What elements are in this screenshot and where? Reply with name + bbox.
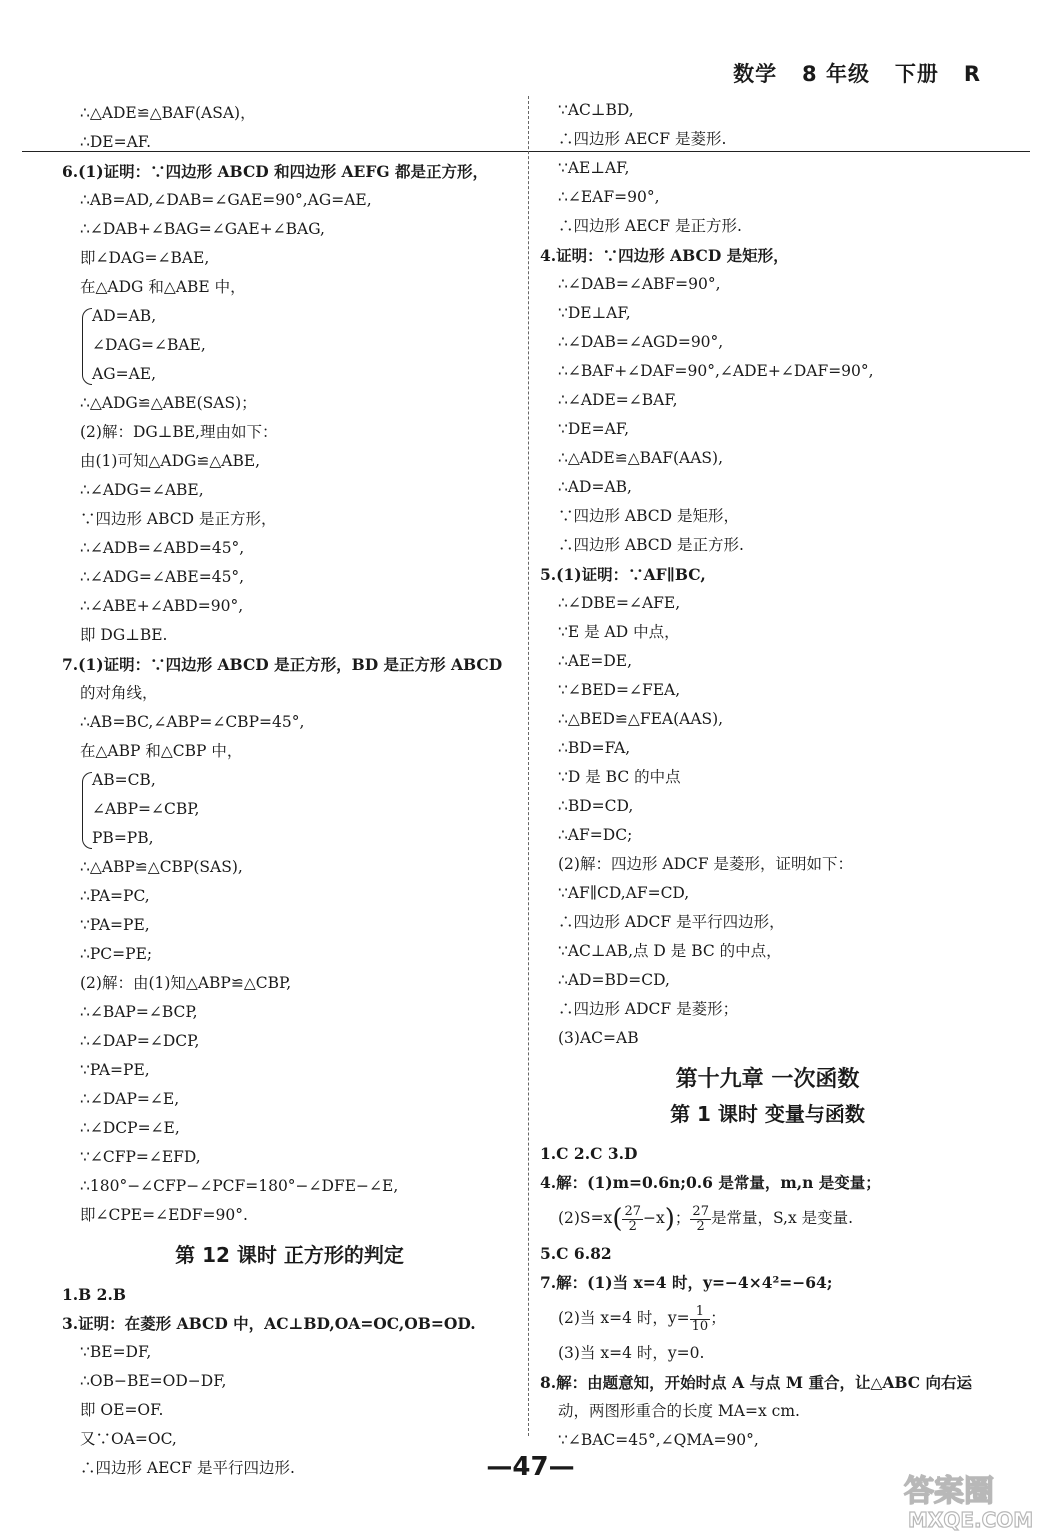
- formula-line: [540, 1297, 995, 1339]
- formula-line: [540, 1197, 995, 1239]
- text-line: ∴∠ABE+∠ABD=90°,: [80, 597, 244, 615]
- text-line: ∴AE=DE,: [558, 652, 633, 670]
- text-line: 由(1)可知△ADG≌△ABE,: [80, 452, 261, 470]
- text-line: ∴△ADE≌△BAF(AAS),: [558, 449, 723, 467]
- formula-text: −x: [643, 1209, 665, 1227]
- page-header-title: 数学 8 年级 下册 R: [733, 62, 981, 86]
- text-line: ∴∠DAP=∠E,: [80, 1090, 180, 1108]
- text-line: ∵∠CFP=∠EFD,: [80, 1148, 201, 1166]
- text-line: ∴∠ADE=∠BAF,: [558, 391, 678, 409]
- text-line: ∵DE=AF,: [558, 420, 630, 438]
- text-line: ∴BD=CD,: [558, 797, 634, 815]
- equation-system: [62, 766, 517, 853]
- text-line: ∴∠DCP=∠E,: [80, 1119, 180, 1137]
- fraction-denominator: 2: [696, 1218, 705, 1234]
- fraction: [690, 1305, 711, 1334]
- text-line: ∵四边形 ABCD 是正方形，: [80, 510, 277, 528]
- lesson-12-title: 第 12 课时 正方形的判定: [175, 1243, 404, 1267]
- text-line: 即 OE=OF.: [80, 1401, 164, 1419]
- text-line: ∴∠DAB=∠AGD=90°,: [558, 333, 724, 351]
- problem-4-heading: 4.证明：∵四边形 ABCD 是矩形，: [540, 246, 789, 265]
- answers-1-2: 1.B 2.B: [62, 1285, 126, 1304]
- text-line: ∵AF∥CD,AF=CD,: [558, 884, 690, 902]
- text-line: 即 DG⊥BE.: [80, 626, 168, 644]
- text-line: ∵PA=PE,: [80, 916, 150, 934]
- fraction: [690, 1205, 711, 1234]
- text-line: ∴∠DBE=∠AFE,: [558, 594, 681, 612]
- text-line: ∵D 是 BC 的中点: [558, 768, 681, 786]
- text-line: ∵∠BED=∠FEA,: [558, 681, 681, 699]
- fraction-numerator: 27: [692, 1203, 709, 1219]
- text-line: (2)解：四边形 ADCF 是菱形，证明如下：: [558, 855, 854, 873]
- equation-system: [62, 302, 517, 389]
- watermark-top-text: 答案圈: [904, 1474, 994, 1509]
- problem-6-heading: 6.(1)证明：∵四边形 ABCD 和四边形 AEFG 都是正方形，: [62, 162, 488, 181]
- text-line: ∴四边形 ABCD 是正方形.: [558, 536, 744, 554]
- watermark-logo: [898, 1467, 1048, 1531]
- text-line: ∴四边形 AECF 是正方形.: [558, 217, 742, 235]
- text-line: PB=PB,: [92, 829, 154, 847]
- text-line: (2)解：由(1)知△ABP≌△CBP,: [80, 974, 292, 992]
- fraction: [622, 1205, 643, 1234]
- watermark-bottom-text: MXQE.COM: [908, 1508, 1034, 1531]
- text-line: AB=CB,: [92, 771, 156, 789]
- problem-7-answer: 7.解：(1)当 x=4 时，y=−4×4²=−64;: [540, 1273, 833, 1292]
- right-column: [540, 96, 995, 1455]
- text-line: AG=AE,: [92, 365, 156, 383]
- text-line: 在△ADG 和△ABE 中，: [80, 278, 246, 296]
- formula-text: (2)S=x: [558, 1209, 613, 1227]
- text-line: ∴∠DAP=∠DCP,: [80, 1032, 200, 1050]
- formula-text: (2)当 x=4 时，y=: [558, 1309, 690, 1327]
- text-line: ∴∠ADG=∠ABE,: [80, 481, 204, 499]
- text-line: ∠ABP=∠CBP,: [92, 800, 200, 818]
- text-line: ∴∠DAB+∠BAG=∠GAE+∠BAG,: [80, 220, 325, 238]
- text-line: ∴∠ADB=∠ABD=45°,: [80, 539, 245, 557]
- text-line: ∴四边形 ADCF 是菱形；: [558, 1000, 739, 1018]
- paren-open: (: [612, 1204, 623, 1234]
- text-line: ∴△BED≌△FEA(AAS),: [558, 710, 724, 728]
- text-line: ∴∠EAF=90°,: [558, 188, 660, 206]
- fraction-denominator: 2: [628, 1218, 637, 1234]
- fraction-denominator: 10: [691, 1318, 709, 1334]
- text-line: ∴AB=BC,∠ABP=∠CBP=45°,: [80, 713, 305, 731]
- text-line: ∴PA=PC,: [80, 887, 150, 905]
- text-line: ∵E 是 AD 中点，: [558, 623, 680, 641]
- text-line: ∵四边形 ABCD 是矩形，: [558, 507, 740, 525]
- text-line: ∴BD=FA,: [558, 739, 631, 757]
- text-line: (2)解：DG⊥BE,理由如下：: [80, 423, 278, 441]
- problem-8-heading: 8.解：由题意知，开始时点 A 与点 M 重合，让△ABC 向右运: [540, 1373, 973, 1392]
- fraction-numerator: 1: [690, 1305, 711, 1320]
- text-line: AD=AB,: [92, 307, 157, 325]
- formula-text: ；: [710, 1309, 726, 1327]
- text-line: ∴∠BAF+∠DAF=90°,∠ADE+∠DAF=90°,: [558, 362, 874, 380]
- text-line: ∴∠ADG=∠ABE=45°,: [80, 568, 245, 586]
- text-line: ∴∠DAB=∠ABF=90°,: [558, 275, 721, 293]
- text-line: ∵BE=DF,: [80, 1343, 152, 1361]
- answers-1-3: 1.C 2.C 3.D: [540, 1144, 638, 1163]
- text-line: ∴四边形 AECF 是菱形.: [558, 130, 727, 148]
- problem-5-heading: 5.(1)证明：∵AF∥BC,: [540, 565, 706, 584]
- left-column: [62, 99, 517, 1483]
- text-line: ∴AB=AD,∠DAB=∠GAE=90°,AG=AE,: [80, 191, 372, 209]
- text-line: 的对角线，: [80, 684, 158, 702]
- problem-4-answer: 4.解：(1)m=0.6n;0.6 是常量，m,n 是变量；: [540, 1173, 881, 1192]
- text-line: 即∠DAG=∠BAE,: [80, 249, 210, 267]
- text-line: ∵PA=PE,: [80, 1061, 150, 1079]
- text-line: ∴180°−∠CFP−∠PCF=180°−∠DFE−∠E,: [80, 1177, 399, 1195]
- text-line: ∠DAG=∠BAE,: [92, 336, 206, 354]
- brace-icon: [82, 772, 92, 849]
- text-line: ∴AF=DC;: [558, 826, 633, 844]
- text-line: ∴AD=AB,: [558, 478, 632, 496]
- text-line: ∴PC=PE;: [80, 945, 153, 963]
- brace-icon: [82, 308, 92, 385]
- text-line: ∵DE⊥AF,: [558, 304, 631, 322]
- fraction-numerator: 27: [624, 1203, 642, 1219]
- formula-text: 是常量，S,x 是变量.: [710, 1209, 854, 1227]
- text-line: ∴OB−BE=OD−DF,: [80, 1372, 227, 1390]
- text-line: (3)当 x=4 时，y=0.: [558, 1344, 705, 1362]
- text-line: (3)AC=AB: [558, 1029, 639, 1047]
- text-line: 在△ABP 和△CBP 中，: [80, 742, 243, 760]
- text-line: ∵AE⊥AF,: [558, 159, 630, 177]
- answers-5-6: 5.C 6.82: [540, 1244, 612, 1263]
- problem-3-heading: 3.证明：在菱形 ABCD 中，AC⊥BD,OA=OC,OB=OD.: [62, 1314, 476, 1333]
- paren-close: ): [664, 1204, 675, 1234]
- text-line: 又∵OA=OC,: [80, 1430, 177, 1448]
- text-line: ∴△ADE≌△BAF(ASA)，: [80, 104, 256, 122]
- text-line: ∵∠BAC=45°,∠QMA=90°,: [558, 1431, 759, 1449]
- text-line: ∵AC⊥AB,点 D 是 BC 的中点，: [558, 942, 782, 960]
- problem-7-heading: 7.(1)证明：∵四边形 ABCD 是正方形，BD 是正方形 ABCD: [62, 655, 503, 674]
- text-line: 动，两图形重合的长度 MA=x cm.: [558, 1402, 800, 1420]
- text-line: ∴AD=BD=CD,: [558, 971, 670, 989]
- chapter-19-title: 第十九章 一次函数: [675, 1067, 860, 1092]
- text-line: ∵AC⊥BD,: [558, 101, 634, 119]
- text-line: ∴四边形 AECF 是平行四边形.: [80, 1459, 295, 1477]
- text-line: ∴△ADG≌△ABE(SAS)；: [80, 394, 257, 412]
- text-line: ∴DE=AF.: [80, 133, 152, 151]
- lesson-1-title: 第 1 课时 变量与函数: [670, 1102, 865, 1126]
- text-line: 即∠CPE=∠EDF=90°.: [80, 1206, 248, 1224]
- text-line: ∴∠BAP=∠BCP,: [80, 1003, 198, 1021]
- formula-text: ；: [674, 1209, 691, 1227]
- text-line: ∴△ABP≌△CBP(SAS),: [80, 858, 243, 876]
- page-number: —47—: [486, 1452, 575, 1482]
- text-line: ∴四边形 ADCF 是平行四边形，: [558, 913, 785, 931]
- column-divider: [528, 96, 529, 1436]
